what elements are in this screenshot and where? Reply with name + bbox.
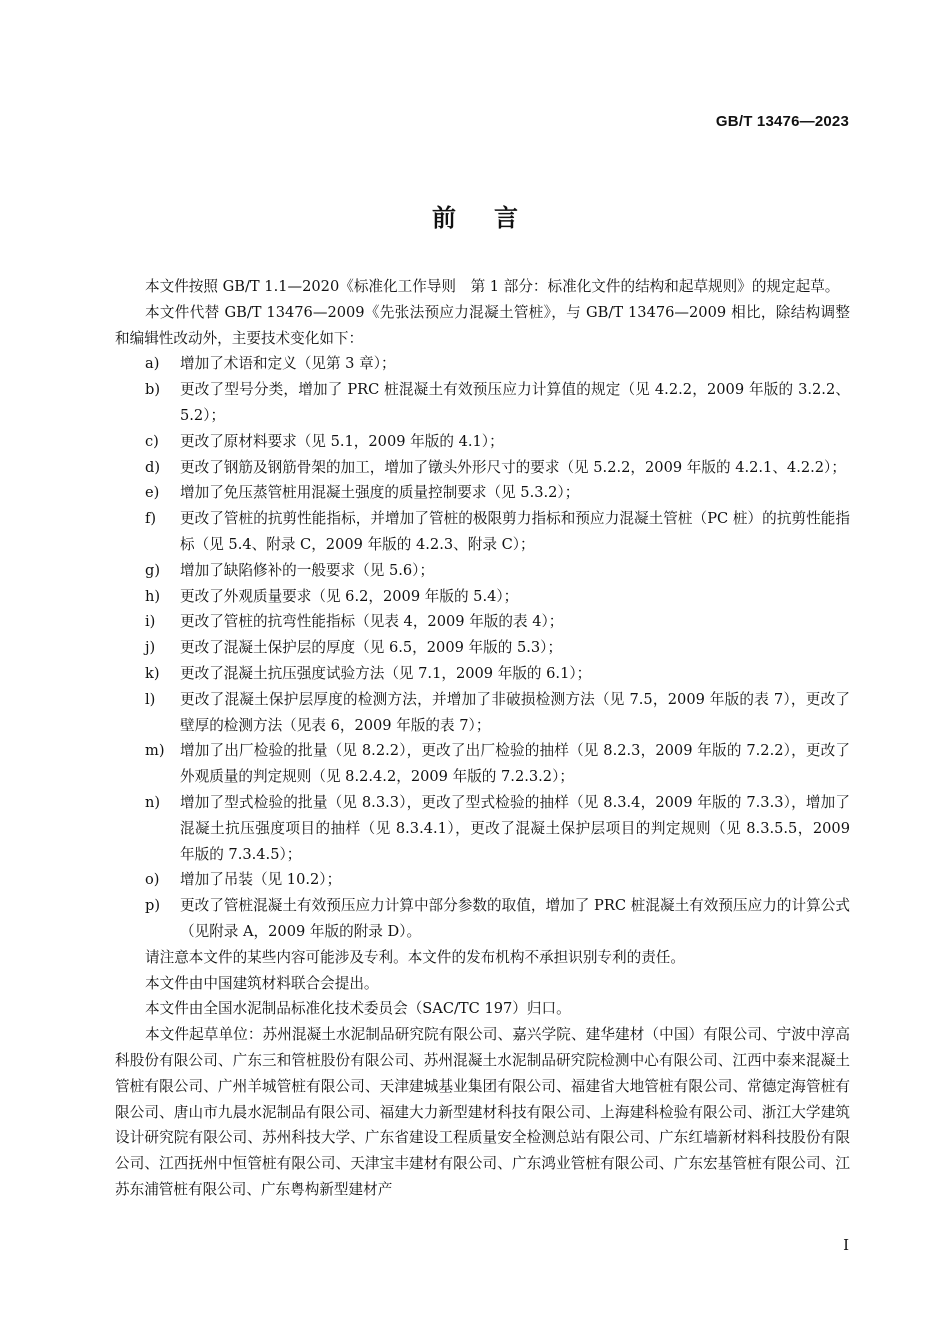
page-title: 前言 — [432, 203, 556, 232]
standard-code: GB/T 13476—2023 — [715, 113, 849, 130]
list-item-label: n) — [145, 793, 161, 811]
list-item-label: p) — [145, 897, 161, 915]
list-item-label: d) — [145, 458, 161, 476]
list-item-text: 增加了出厂检验的批量（见 8.2.2），更改了出厂检验的抽样（见 8.2.3，2009 年版的 7.2.2），更改了外观质量的判定规则（见 8.2.4.2，2009 年版的 7.2.3.2）； — [180, 742, 850, 786]
list-item-label: h) — [145, 587, 161, 605]
patent-notice: 请注意本文件的某些内容可能涉及专利。本文件的发布机构不承担识别专利的责任。 — [145, 948, 685, 966]
list-item-text: 更改了管桩的抗剪性能指标，并增加了管桩的极限剪力指标和预应力混凝土管桩（PC 桩）的抗剪性能指标（见 5.4、附录 C，2009 年版的 4.2.3、附录 C）； — [180, 510, 850, 553]
list-item-text: 更改了混凝土抗压强度试验方法（见 7.1，2009 年版的 6.1）； — [180, 664, 592, 682]
list-item-label: k) — [145, 664, 160, 682]
list-item — [115, 584, 850, 610]
list-item — [115, 661, 850, 687]
list-item — [115, 687, 850, 739]
committee-statement: 本文件由全国水泥制品标准化技术委员会（SAC/TC 197）归口。 — [145, 1000, 571, 1018]
list-item-label: b) — [145, 381, 161, 399]
list-item — [115, 377, 850, 429]
list-item-text: 更改了管桩的抗弯性能指标（见表 4，2009 年版的表 4）； — [180, 613, 564, 631]
list-item-label: f) — [145, 510, 157, 528]
list-item — [115, 609, 850, 635]
list-item — [115, 867, 850, 893]
list-item — [115, 893, 850, 945]
list-item-text: 增加了吊装（见 10.2）； — [180, 871, 342, 889]
list-item-label: c) — [145, 432, 159, 450]
intro-paragraph: 本文件代替 GB/T 13476—2009《先张法预应力混凝土管桩》，与 GB/T 13476—2009 相比，除结构调整和编辑性改动外，主要技术变化如下： — [115, 303, 850, 347]
list-item — [115, 480, 850, 506]
list-item — [115, 635, 850, 661]
list-item — [115, 429, 850, 455]
list-item-label: o) — [145, 871, 160, 889]
list-item-text: 增加了术语和定义（见第 3 章）； — [180, 355, 396, 373]
list-item-text: 更改了外观质量要求（见 6.2，2009 年版的 5.4）； — [180, 587, 519, 605]
list-item — [115, 558, 850, 584]
document-body — [115, 274, 850, 1203]
list-item-text: 更改了混凝土保护层厚度的检测方法，并增加了非破损检测方法（见 7.5，2009 年版的表 7），更改了壁厚的检测方法（见表 6，2009 年版的表 7）； — [180, 690, 850, 734]
list-item-text: 更改了原材料要求（见 5.1，2009 年版的 4.1）； — [180, 432, 504, 450]
page-number: I — [843, 1236, 849, 1254]
list-item-text: 更改了管桩混凝土有效预压应力计算中部分参数的取值，增加了 PRC 桩混凝土有效预压应力的计算公式（见附录 A，2009 年版的附录 D）。 — [180, 897, 850, 940]
intro-paragraph: 本文件按照 GB/T 1.1—2020《标准化工作导则 第 1 部分：标准化文件的结构和起草规则》的规定起草。 — [145, 278, 840, 295]
list-item-label: g) — [145, 561, 161, 579]
list-item — [115, 790, 850, 867]
list-item-text: 更改了混凝土保护层的厚度（见 6.5，2009 年版的 5.3）； — [180, 639, 563, 657]
list-item-label: j) — [145, 639, 156, 657]
proposer-statement: 本文件由中国建筑材料联合会提出。 — [145, 974, 379, 992]
change-list — [115, 351, 850, 944]
list-item-label: a) — [145, 355, 160, 373]
list-item — [115, 455, 850, 481]
list-item-text: 更改了型号分类，增加了 PRC 桩混凝土有效预压应力计算值的规定（见 4.2.2，2009 年版的 3.2.2、5.2）； — [180, 381, 850, 424]
list-item — [115, 506, 850, 558]
list-item-text: 更改了钢筋及钢筋骨架的加工，增加了镦头外形尺寸的要求（见 5.2.2，2009 年版的 4.2.1、4.2.2）； — [180, 458, 846, 476]
list-item-label: m) — [145, 742, 165, 760]
list-item-label: e) — [145, 484, 160, 502]
list-item-text: 增加了型式检验的批量（见 8.3.3），更改了型式检验的抽样（见 8.3.4，2009 年版的 7.3.3），增加了混凝土抗压强度项目的抽样（见 8.3.4.1），更改了混凝土保护层项目的判定规则（见 8.3.5.5，2009 年版的 7.3.4.5）； — [180, 793, 850, 863]
list-item — [115, 738, 850, 790]
drafting-units: 本文件起草单位：苏州混凝土水泥制品研究院有限公司、嘉兴学院、建华建材（中国）有限公司、宁波中淳高科股份有限公司、广东三和管桩股份有限公司、苏州混凝土水泥制品研究院检测中心有限公司、江西中泰来混凝土管桩有限公司、广州羊城管桩有限公司、天津建城基业集团有限公司、福建省大地管桩有限公司、常德定海管桩有限公司、唐山市九晨水泥制品有限公司、福建大力新型建材科技有限公司、上海建科检验有限公司、浙江大学建筑设计研究院有限公司、苏州科技大学、广东省建设工程质量安全检测总站有限公司、广东红墙新材料科技股份有限公司、江西抚州中恒管桩有限公司、天津宝丰建材有限公司、广东鸿业管桩有限公司、广东宏基管桩有限公司、江苏东浦管桩有限公司、广东粤构新型建材产 — [115, 1026, 850, 1198]
list-item-text: 增加了免压蒸管桩用混凝土强度的质量控制要求（见 5.3.2）； — [180, 484, 580, 502]
list-item-label: l) — [145, 690, 156, 708]
list-item-label: i) — [145, 613, 156, 631]
list-item — [115, 351, 850, 377]
list-item-text: 增加了缺陷修补的一般要求（见 5.6）； — [180, 561, 435, 579]
